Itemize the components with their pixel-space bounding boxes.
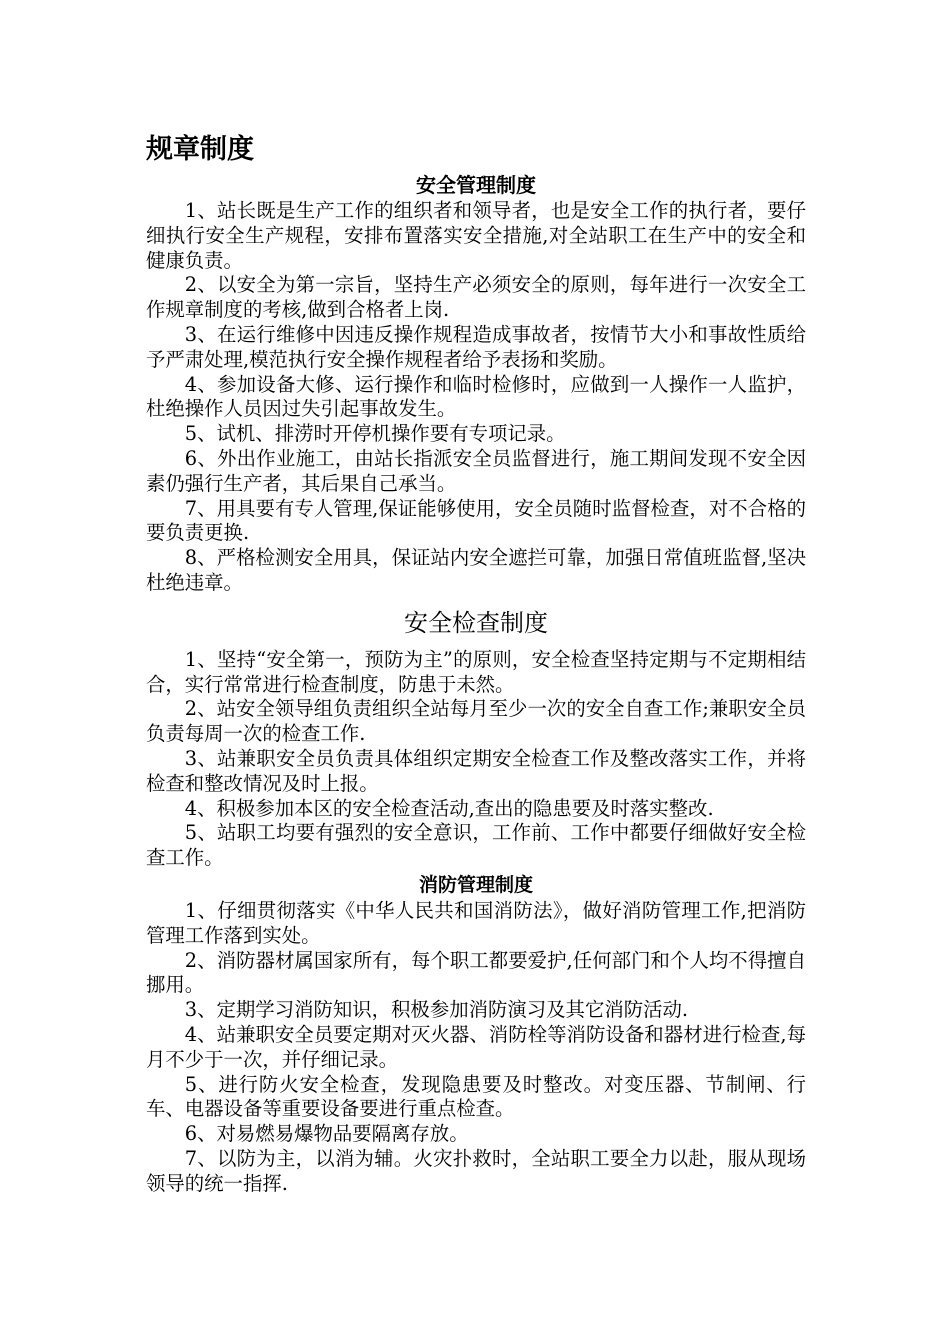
paragraph: 3、定期学习消防知识，积极参加消防演习及其它消防活动. <box>184 998 689 1022</box>
document-title: 规章制度 <box>146 134 254 165</box>
paragraph: 7、以防为主，以消为辅。火灾扑救时，全站职工要全力以赴，服从现场领导的统一指挥. <box>146 1146 806 1195</box>
paragraph: 5、进行防火安全检查，发现隐患要及时整改。对变压器、节制闸、行车、电器设备等重要设备要进行重点检查。 <box>146 1072 806 1121</box>
paragraph: 6、对易燃易爆物品要隔离存放。 <box>184 1122 469 1146</box>
paragraph: 2、以安全为第一宗旨，坚持生产必须安全的原则，每年进行一次安全工作规章制度的考核,做到合格者上岗. <box>146 273 806 322</box>
paragraph: 3、在运行维修中因违反操作规程造成事故者，按情节大小和事故性质给予严肃处理,模范执行安全操作规程者给予表扬和奖励。 <box>146 322 806 371</box>
section-fire-management <box>146 871 806 1197</box>
document-page <box>146 130 806 1196</box>
section-heading: 安全检查制度 <box>404 608 548 637</box>
paragraph: 4、参加设备大修、运行操作和临时检修时，应做到一人操作一人监护，杜绝操作人员因过失引起事故发生。 <box>146 372 806 421</box>
section-safety-management <box>146 172 806 596</box>
paragraph: 8、严格检测安全用具，保证站内安全遮拦可靠，加强日常值班监督,坚决杜绝违章。 <box>146 546 806 594</box>
paragraph: 7、用具要有专人管理,保证能够使用，安全员随时监督检查，对不合格的要负责更换. <box>146 496 806 545</box>
paragraph: 4、积极参加本区的安全检查活动,查出的隐患要及时落实整改. <box>184 796 714 820</box>
section-heading: 安全管理制度 <box>416 173 536 197</box>
paragraph: 1、坚持“安全第一，预防为主”的原则，安全检查坚持定期与不定期相结合，实行常常进行检查制度，防患于未然。 <box>146 647 806 696</box>
paragraph: 4、站兼职安全员要定期对灭火器、消防栓等消防设备和器材进行检查,每月不少于一次，并仔细记录。 <box>146 1022 806 1071</box>
paragraph: 2、消防器材属国家所有，每个职工都要爱护,任何部门和个人均不得擅自挪用。 <box>146 948 806 997</box>
paragraph: 5、站职工均要有强烈的安全意识，工作前、工作中都要仔细做好安全检查工作。 <box>146 821 806 870</box>
section-safety-inspection <box>146 606 806 871</box>
section-heading: 消防管理制度 <box>418 873 533 896</box>
paragraph: 5、试机、排涝时开停机操作要有专项记录。 <box>184 422 566 446</box>
paragraph: 1、仔细贯彻落实《中华人民共和国消防法》，做好消防管理工作,把消防管理工作落到实处。 <box>146 898 806 947</box>
paragraph: 2、站安全领导组负责组织全站每月至少一次的安全自查工作;兼职安全员负责每周一次的检查工作. <box>146 697 806 746</box>
paragraph: 3、站兼职安全员负责具体组织定期安全检查工作及整改落实工作，并将检查和整改情况及时上报。 <box>146 746 806 795</box>
paragraph: 1、站长既是生产工作的组织者和领导者，也是安全工作的执行者，要仔细执行安全生产规程，安排布置落实安全措施,对全站职工在生产中的安全和健康负责。 <box>146 199 806 272</box>
paragraph: 6、外出作业施工，由站长指派安全员监督进行，施工期间发现不安全因素仍强行生产者，其后果自己承当。 <box>146 446 806 495</box>
